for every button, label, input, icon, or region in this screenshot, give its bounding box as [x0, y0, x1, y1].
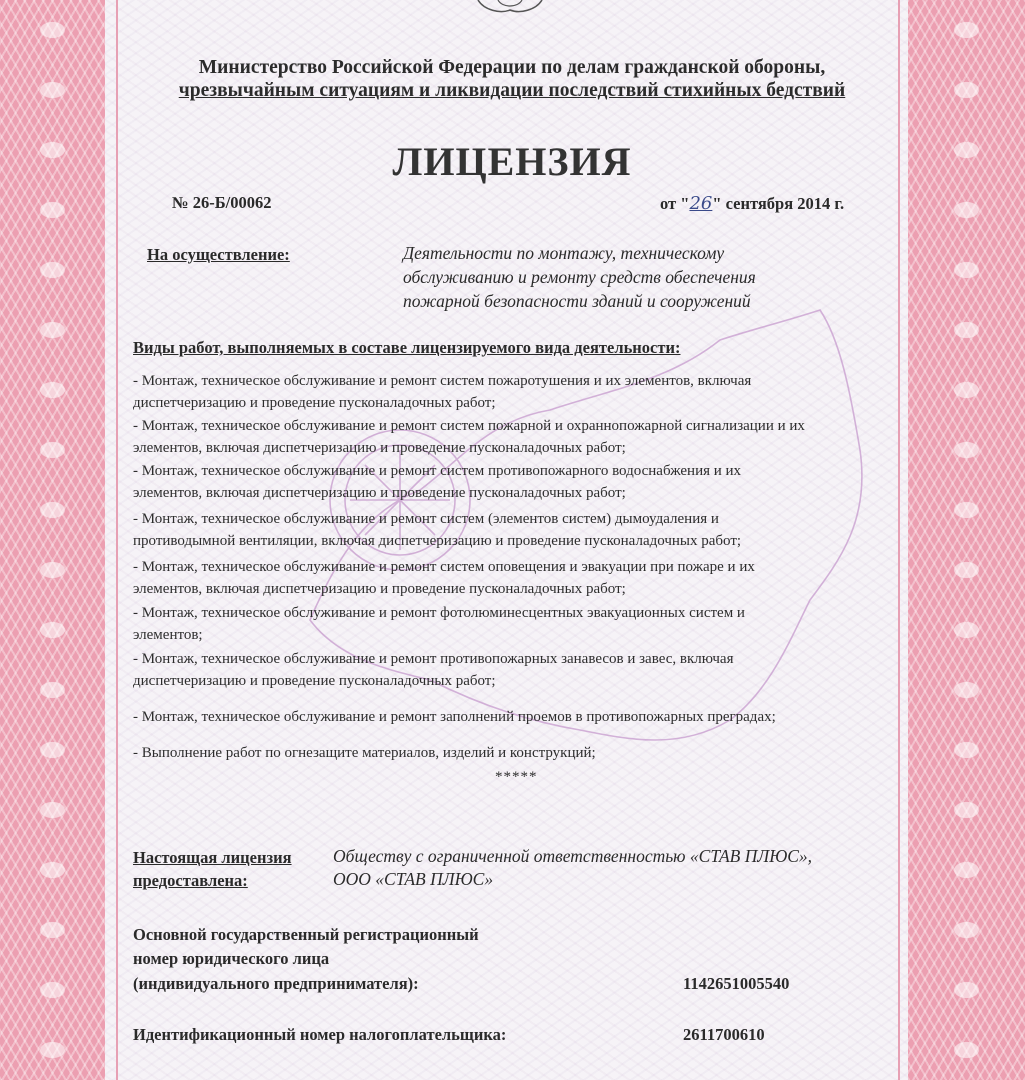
ministry-name-line2: чрезвычайным ситуациям и ликвидации последствий стихийных бедствий [178, 80, 846, 101]
date-day-handwritten: 26 [689, 193, 713, 214]
right-guilloche-border [908, 0, 1025, 1080]
ogrn-label-line1: Основной государственный регистрационный [133, 925, 479, 944]
right-border-line [898, 0, 900, 1080]
ministry-name-line1: Министерство Российской Федерации по делам гражданской обороны, [198, 57, 826, 78]
section-separator: ***** [495, 769, 538, 785]
license-date [660, 193, 844, 214]
document-title: ЛИЦЕНЗИЯ [392, 139, 632, 184]
activity-line-1: Деятельности по монтажу, техническому [403, 243, 725, 263]
work-item: - Монтаж, техническое обслуживание и ремонт систем оповещения и эвакуации при пожаре и их элементов, включая диспетчеризацию и проведение пусконаладочных работ; [133, 559, 755, 597]
date-suffix: " сентября 2014 г. [712, 194, 845, 213]
left-guilloche-border [0, 0, 105, 1080]
ogrn-label-line2: номер юридического лица [133, 949, 330, 968]
activity-line-2: обслуживанию и ремонту средств обеспечения [403, 267, 756, 287]
activity-label: На осуществление: [147, 245, 290, 264]
works-heading: Виды работ, выполняемых в составе лицензируемого вида деятельности: [133, 338, 681, 357]
state-emblem-icon [470, 0, 550, 16]
work-item: - Выполнение работ по огнезащите материалов, изделий и конструкций; [133, 745, 596, 761]
grantee-label-line1: Настоящая лицензия [133, 848, 292, 867]
work-item: - Монтаж, техническое обслуживание и ремонт заполнений проемов в противопожарных преградах; [133, 709, 776, 725]
grantee-label-line2: предоставлена: [133, 871, 248, 890]
ogrn-value: 1142651005540 [683, 974, 790, 993]
work-item: - Монтаж, техническое обслуживание и ремонт систем пожарной и охраннопожарной сигнализации и их элементов, включая диспетчеризацию и проведение пусконаладочных работ; [133, 418, 805, 456]
work-item: - Монтаж, техническое обслуживание и ремонт противопожарных занавесов и завес, включая диспетчеризацию и проведение пусконаладочных работ; [133, 651, 734, 689]
grantee-name-line1: Обществу с ограниченной ответственностью «СТАВ ПЛЮС», [333, 846, 813, 866]
ogrn-label-line3: (индивидуального предпринимателя): [133, 974, 419, 993]
activity-line-3: пожарной безопасности зданий и сооружений [403, 291, 751, 311]
work-item: - Монтаж, техническое обслуживание и ремонт систем противопожарного водоснабжения и их элементов, включая диспетчеризацию и проведение пусконаладочных работ; [133, 463, 742, 501]
work-item: - Монтаж, техническое обслуживание и ремонт фотолюминесцентных эвакуационных систем и элементов; [133, 605, 745, 643]
work-item: - Монтаж, техническое обслуживание и ремонт систем пожаротушения и их элементов, включая диспетчеризацию и проведение пусконаладочных работ; [133, 373, 752, 411]
left-border-line [116, 0, 118, 1080]
date-prefix: от " [660, 194, 690, 213]
inn-label: Идентификационный номер налогоплательщика: [133, 1025, 507, 1044]
work-item: - Монтаж, техническое обслуживание и ремонт систем (элементов систем) дымоудаления и противодымной вентиляции, включая диспетчеризацию и проведение пусконаладочных работ; [133, 511, 742, 549]
license-number: № 26-Б/00062 [172, 193, 272, 212]
inn-value: 2611700610 [683, 1025, 765, 1044]
grantee-name-line2: ООО «СТАВ ПЛЮС» [333, 869, 494, 889]
